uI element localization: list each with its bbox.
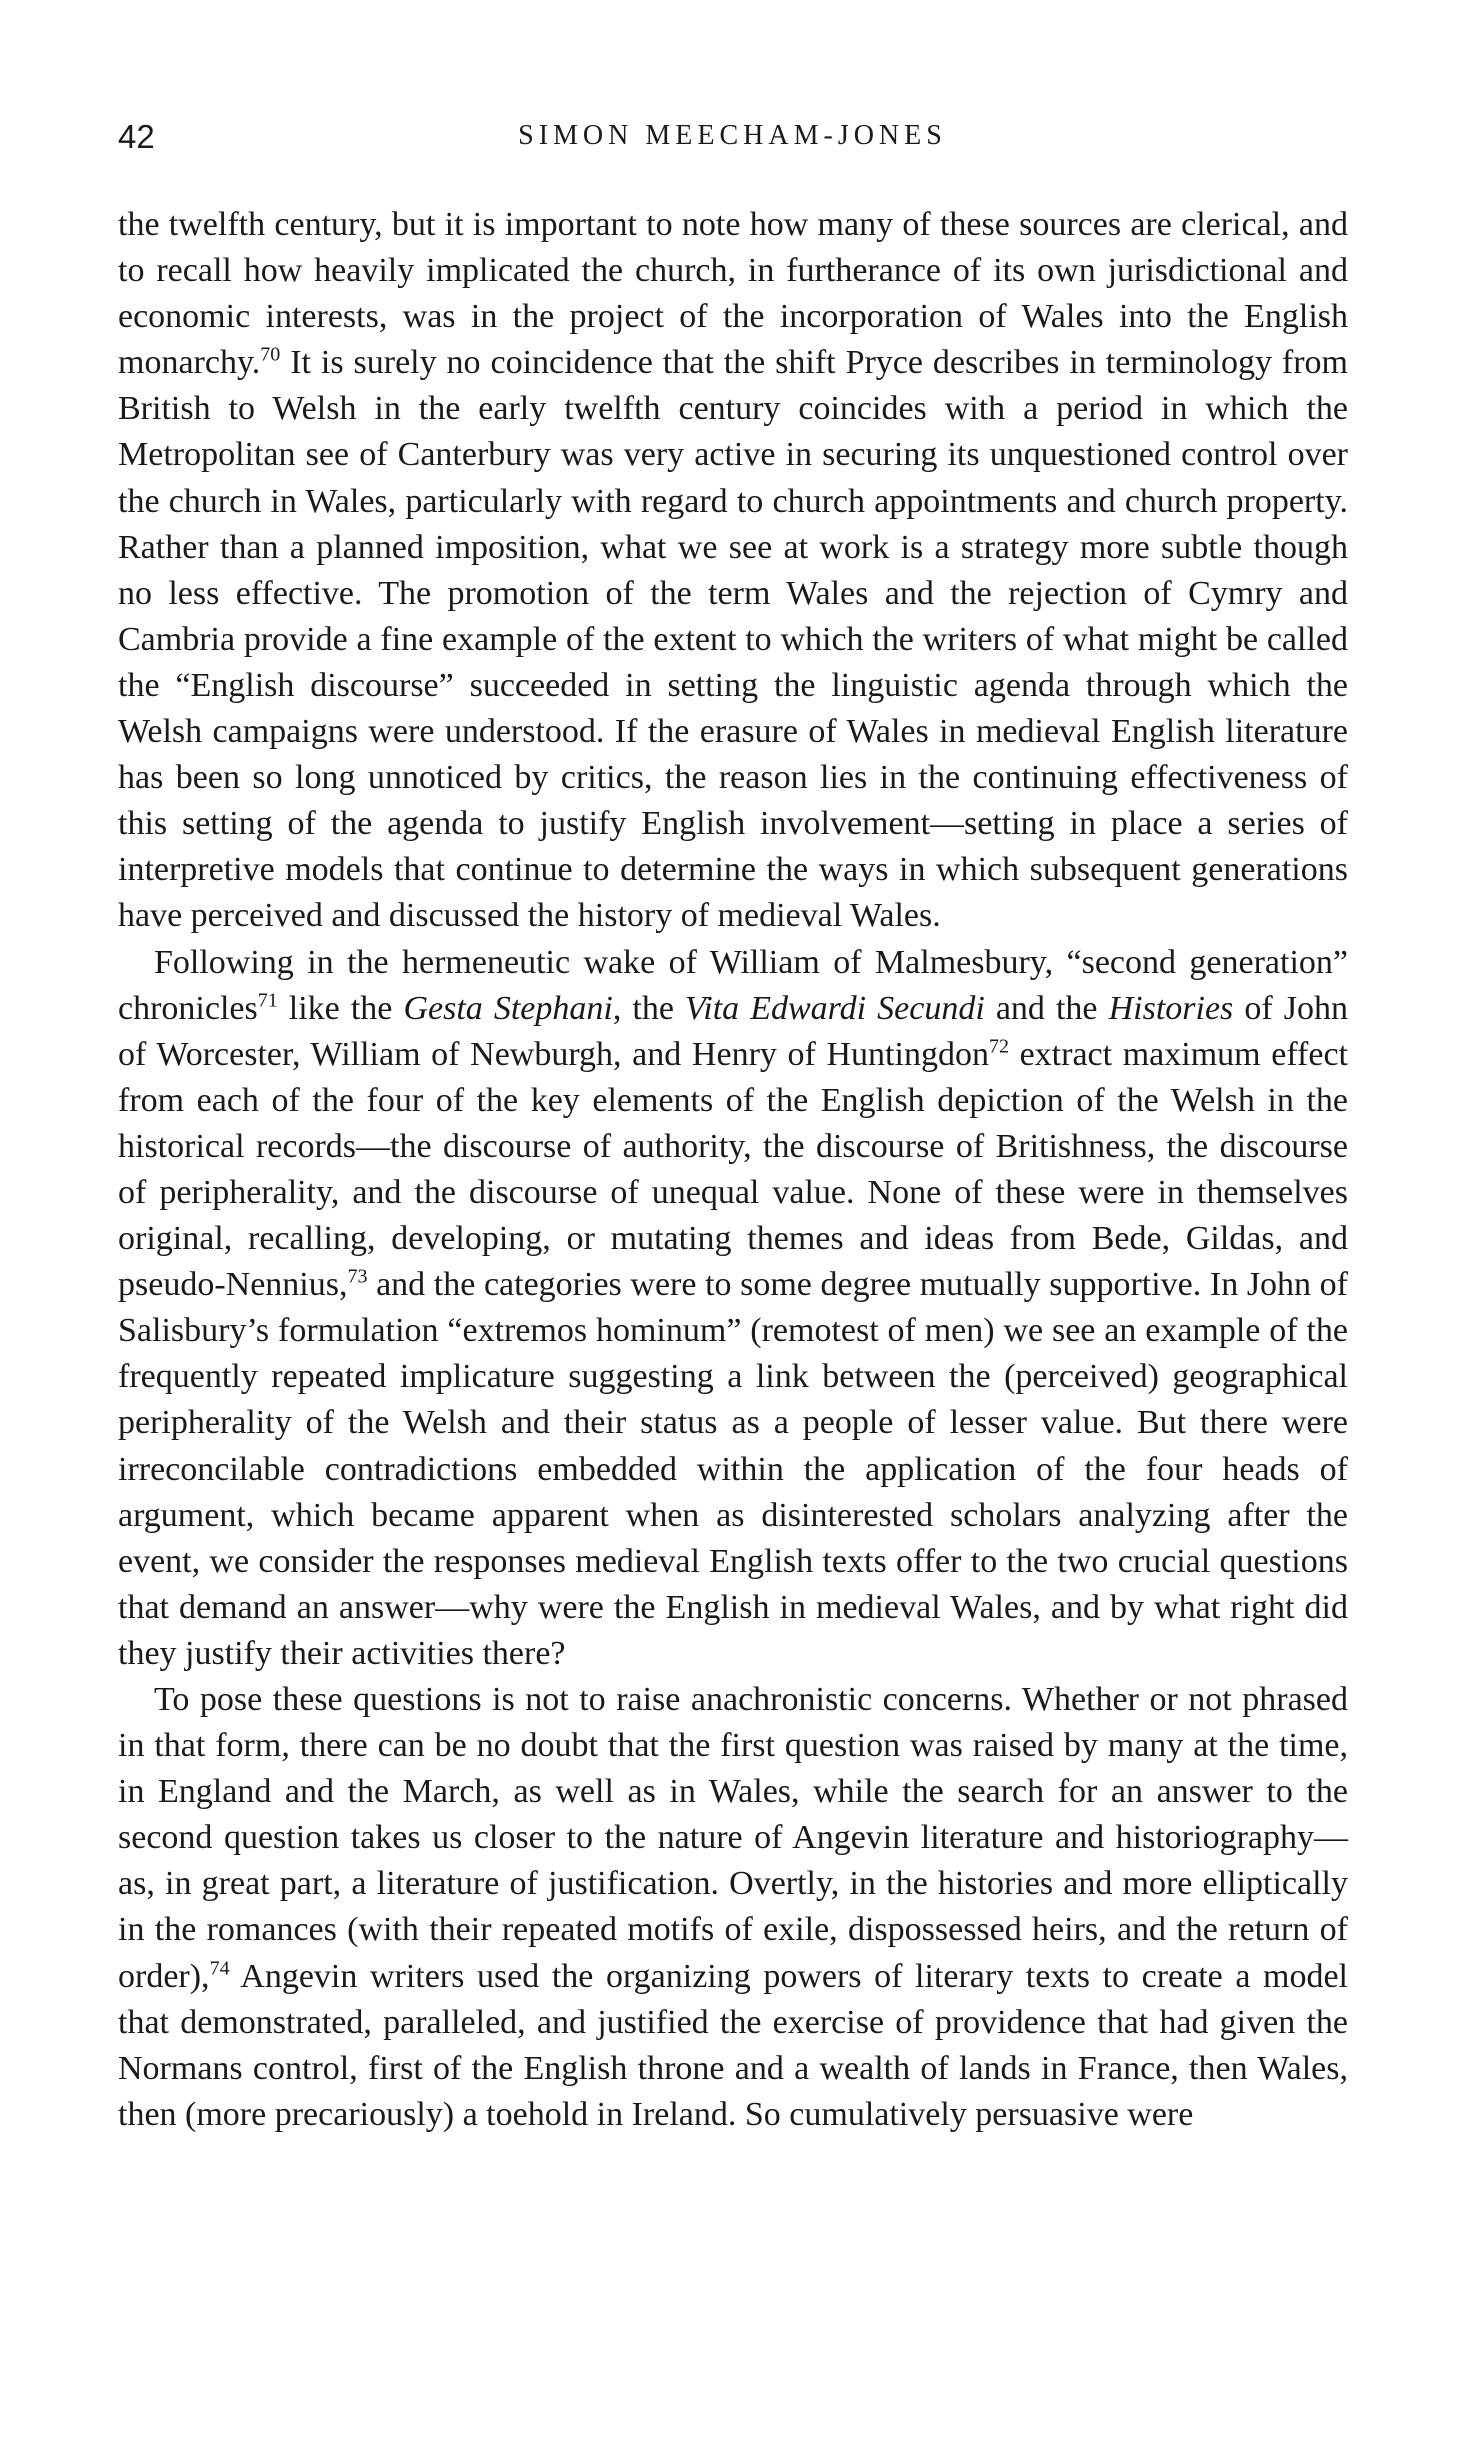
footnote-ref-74: 74 <box>209 1957 230 1980</box>
text-run: and the categories were to some degree mutually supportive. In John of Salisbury’s formulation “extremos hominum” (remotest of men) we see an example of the frequently repeated implicature suggesting a link between the (perceived) geographical peripherality of the Welsh and their status as a people of lesser value. But there were irreconcilable contradictions embedded within the application of the four heads of argument, which became apparent when as disinterested scholars analyzing after the event, we consider the responses medieval English texts offer to the two crucial questions that demand an answer—why were the English in medieval Wales, and by what right did they justify their activities there? <box>118 1266 1348 1672</box>
paragraph-2 <box>118 940 1348 1678</box>
body-text <box>118 202 1348 2138</box>
page-number: 42 <box>118 118 155 155</box>
text-run: like the <box>277 989 404 1027</box>
footnote-ref-71: 71 <box>257 989 278 1012</box>
text-run: of John of Worcester, William of Newburgh, and Henry of Huntingdon <box>118 989 1348 1073</box>
title-vita-edwardi-secundi: Vita Edwardi Secundi <box>685 989 985 1027</box>
paragraph-3 <box>118 1677 1348 2138</box>
title-gesta-stephani: Gesta Stephani <box>403 989 613 1027</box>
footnote-ref-70: 70 <box>260 343 281 366</box>
text-run: Following in the hermeneutic wake of William of Malmesbury, “second generation” chronicles <box>118 943 1348 1027</box>
footnote-ref-72: 72 <box>988 1035 1009 1058</box>
text-run: To pose these questions is not to raise anachronistic concerns. Whether or not phrased in that form, there can be no doubt that the first question was raised by many at the time, in England and the March, as well as in Wales, while the search for an answer to the second question takes us closer to the nature of Angevin literature and historiography—as, in great part, a literature of justification. Overtly, in the histories and more elliptically in the romances (with their repeated motifs of exile, dispossessed heirs, and the return of order), <box>118 1681 1348 1995</box>
text-run: and the <box>984 989 1109 1027</box>
text-run: , the <box>612 989 685 1027</box>
text-run: the twelfth century, but it is important to note how many of these sources are clerical, and to recall how heavily implicated the church, in furtherance of its own jurisdictional and economic interests, was in the project of the incorporation of Wales into the English monarchy. <box>118 206 1348 382</box>
footnote-ref-73: 73 <box>347 1265 368 1288</box>
text-run: extract maximum effect from each of the four of the key elements of the English depiction of the Welsh in the historical records—the discourse of authority, the discourse of Britishness, the discourse of peripherality, and the discourse of unequal value. None of these were in themselves original, recalling, developing, or mutating themes and ideas from Bede, Gildas, and pseudo-Nennius, <box>118 1035 1348 1304</box>
paragraph-1 <box>118 202 1348 940</box>
text-run: Angevin writers used the organizing powers of literary texts to create a model that demonstrated, paralleled, and justified the exercise of providence that had given the Normans control, first of the English throne and a wealth of lands in France, then Wales, then (more precariously) a toehold in Ireland. So cumulatively persuasive were <box>118 1957 1348 2133</box>
running-head-author: SIMON MEECHAM-JONES <box>518 120 947 151</box>
running-head <box>118 118 1347 158</box>
title-histories: Histories <box>1108 989 1234 1027</box>
text-run: It is surely no coincidence that the shift Pryce describes in terminology from British to Welsh in the early twelfth century coincides with a period in which the Metropolitan see of Canterbury was very active in securing its unquestioned control over the church in Wales, particularly with regard to church appointments and church property. Rather than a planned imposition, what we see at work is a strategy more subtle though no less effective. The promotion of the term Wales and the rejection of Cymry and Cambria provide a fine example of the extent to which the writers of what might be called the “English discourse” succeeded in setting the linguistic agenda through which the Welsh campaigns were understood. If the erasure of Wales in medieval English literature has been so long unnoticed by critics, the reason lies in the continuing effectiveness of this setting of the agenda to justify English involvement—setting in place a series of interpretive models that continue to determine the ways in which subsequent generations have perceived and discussed the history of medieval Wales. <box>118 344 1348 935</box>
